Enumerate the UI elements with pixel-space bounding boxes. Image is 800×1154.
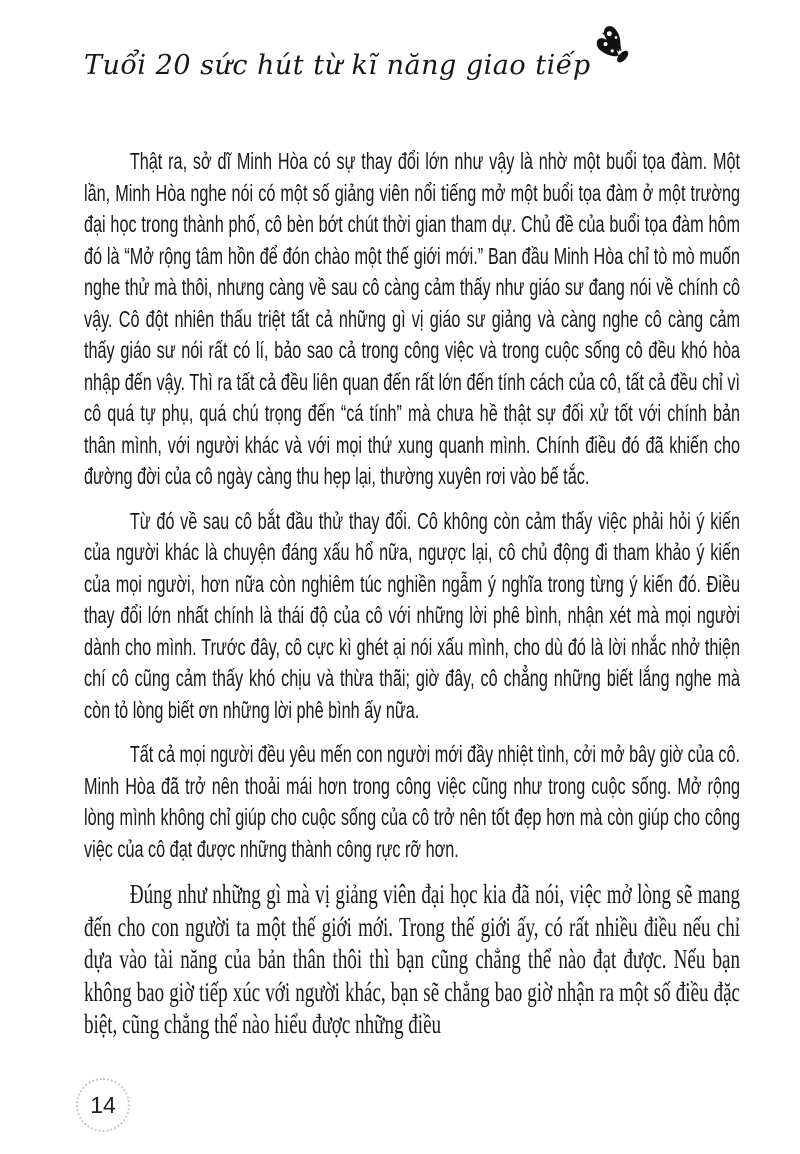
butterfly-icon xyxy=(595,24,637,72)
paragraph-3: Tất cả mọi người đều yêu mến con người mới đầy nhiệt tình, cởi mở bây giờ của cô. Minh Hòa đã trở nên thoải mái hơn trong công việc cũng như trong cuộc sống. Mở rộng lòng mình không chỉ giúp cho cuộc sống của cô trở nên tốt đẹp hơn mà còn giúp cho công việc của cô đạt được những thành công rực rỡ hơn. xyxy=(84,741,741,862)
page-number-badge xyxy=(76,1078,130,1132)
paragraph-1: Thật ra, sở dĩ Minh Hòa có sự thay đổi lớn như vậy là nhờ một buổi tọa đàm. Một lần, Minh Hòa nghe nói có một số giảng viên nổi tiếng mở một buổi tọa đàm ở một trường đại học trong thành phố, cô bèn bớt chút thời gian tham dự. Chủ đề của buổi tọa đàm hôm đó là “Mở rộng tâm hồn để đón chào một thế giới mới.” Ban đầu Minh Hòa chỉ tò mò muốn nghe thử mà thôi, nhưng càng về sau cô càng cảm thấy như giáo sư đang nói về chính cô vậy. Cô đột nhiên thấu triệt tất cả những gì vị giáo sư giảng và càng nghe cô càng cảm thấy giáo sư nói rất có lí, bảo sao cả trong công việc và trong cuộc sống cô đều khó hòa nhập đến vậy. Thì ra tất cả đều liên quan đến rất lớn đến tính cách của cô, tất cả đều chỉ vì cô quá tự phụ, quá chú trọng đến “cá tính” mà chưa hề thật sự đối xử tốt với chính bản thân mình, với người khác và với mọi thứ xung quanh mình. Chính điều đó đã khiến cho đường đời của cô ngày càng thu hẹp lại, thường xuyên rơi vào bế tắc. xyxy=(84,148,741,489)
paragraph-2: Từ đó về sau cô bắt đầu thử thay đổi. Cô không còn cảm thấy việc phải hỏi ý kiến của người khác là chuyện đáng xấu hổ nữa, ngược lại, cô chủ động đi tham khảo ý kiến của mọi người, hơn nữa còn nghiêm túc nghiền ngẫm ý nghĩa trong từng ý kiến đó. Điều thay đổi lớn nhất chính là thái độ của cô với những lời phê bình, nhận xét mà mọi người dành cho mình. Trước đây, cô cực kì ghét ại nói xấu mình, cho dù đó là lời nhắc nhở thiện chí cô cũng cảm thấy khó chịu và thừa thãi; giờ đây, cô chẳng những biết lắng nghe mà còn tỏ lòng biết ơn những lời phê bình ấy nữa. xyxy=(84,507,741,723)
body-text xyxy=(84,146,740,1081)
paragraph-4: Đúng như những gì mà vị giảng viên đại học kia đã nói, việc mở lòng sẽ mang đến cho con người ta một thế giới mới. Trong thế giới ấy, có rất nhiều điều nếu chỉ dựa vào tài năng của bản thân thôi thì bạn cũng chẳng thể nào đạt được. Nếu bạn không bao giờ tiếp xúc với người khác, bạn sẽ chẳng bao giờ nhận ra một số điều đặc biệt, cũng chẳng thể nào hiểu được những điều xyxy=(84,879,741,1039)
running-header xyxy=(84,24,637,81)
page-number: 14 xyxy=(90,1091,116,1118)
book-title-header: Tuổi 20 sức hút từ kĩ năng giao tiếp xyxy=(84,50,591,81)
